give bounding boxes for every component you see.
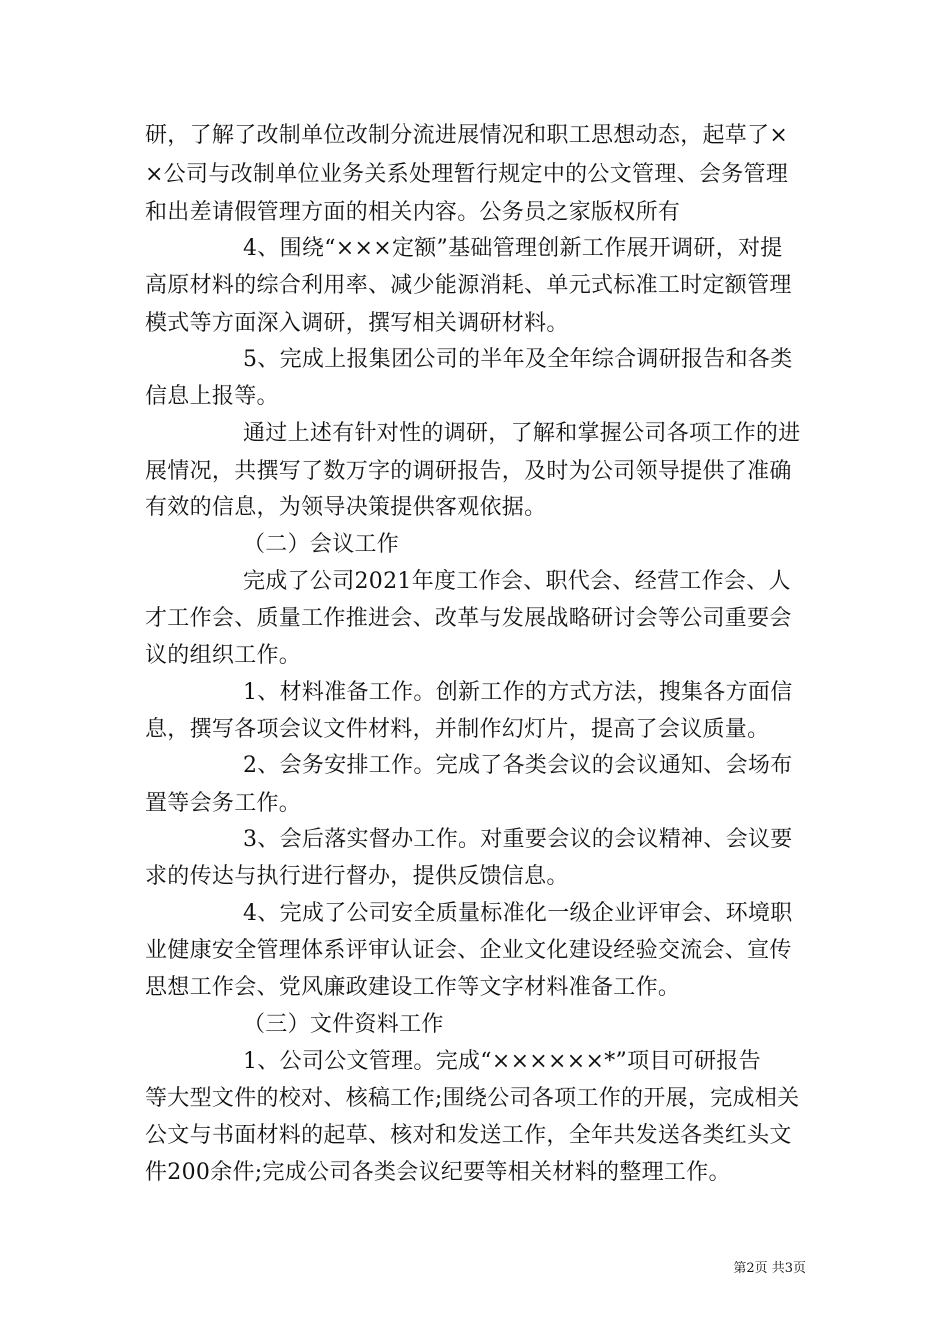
paragraph-line: 4、完成了公司安全质量标准化一级企业评审会、环境职 (243, 901, 793, 926)
paragraph-line: 息，撰写各项会议文件材料，并制作幻灯片，提高了会议质量。 (145, 717, 770, 742)
paragraph-line: 4、围绕“×××定额”基础管理创新工作展开调研，对提 (243, 236, 783, 261)
paragraph-line: 有效的信息，为领导决策提供客观依据。 (145, 495, 547, 520)
paragraph-line: 置等会务工作。 (145, 791, 302, 816)
paragraph-line: 才工作会、质量工作推进会、改革与发展战略研讨会等公司重要会 (145, 606, 792, 631)
paragraph-line: 3、会后落实督办工作。对重要会议的会议精神、会议要 (243, 827, 793, 852)
paragraph-line: 件200余件;完成公司各类会议纪要等相关材料的整理工作。 (145, 1160, 731, 1185)
paragraph-line: 展情况，共撰写了数万字的调研报告，及时为公司领导提供了准确 (145, 459, 792, 484)
paragraph-line: 议的组织工作。 (145, 643, 302, 668)
paragraph-line: 2、会务安排工作。完成了各类会议的会议通知、会场布 (243, 753, 793, 778)
page-number-footer: 第2页 共3页 (733, 1261, 806, 1276)
paragraph-line: ×公司与改制单位业务关系处理暂行规定中的公文管理、会务管理 (145, 162, 789, 187)
paragraph-line: 公文与书面材料的起草、核对和发送工作，全年共发送各类红头文 (145, 1123, 792, 1148)
paragraph-line: 1、公司公文管理。完成“××××××*”项目可研报告 (243, 1049, 761, 1074)
section-heading: （三）文件资料工作 (243, 1012, 444, 1037)
section-heading: （二）会议工作 (243, 532, 400, 557)
paragraph-line: 完成了公司2021年度工作会、职代会、经营工作会、人 (243, 569, 791, 594)
paragraph-line: 高原材料的综合利用率、减少能源消耗、单元式标准工时定额管理 (145, 273, 792, 298)
paragraph-line: 研，了解了改制单位改制分流进展情况和职工思想动态，起草了× (145, 123, 789, 148)
paragraph-line: 通过上述有针对性的调研，了解和掌握公司各项工作的进 (243, 421, 801, 446)
paragraph-line: 1、材料准备工作。创新工作的方式方法，搜集各方面信 (243, 680, 793, 705)
paragraph-line: 模式等方面深入调研，撰写相关调研材料。 (145, 311, 569, 336)
paragraph-line: 信息上报等。 (145, 384, 279, 409)
paragraph-line: 求的传达与执行进行督办，提供反馈信息。 (145, 864, 569, 889)
paragraph-line: 5、完成上报集团公司的半年及全年综合调研报告和各类 (243, 347, 793, 372)
paragraph-line: 思想工作会、党风廉政建设工作等文字材料准备工作。 (145, 975, 681, 1000)
paragraph-line: 业健康安全管理体系评审认证会、企业文化建设经验交流会、宣传 (145, 938, 792, 963)
paragraph-line: 等大型文件的校对、核稿工作;围绕公司各项工作的开展，完成相关 (145, 1086, 800, 1111)
paragraph-line: 和出差请假管理方面的相关内容。公务员之家版权所有 (145, 200, 681, 225)
